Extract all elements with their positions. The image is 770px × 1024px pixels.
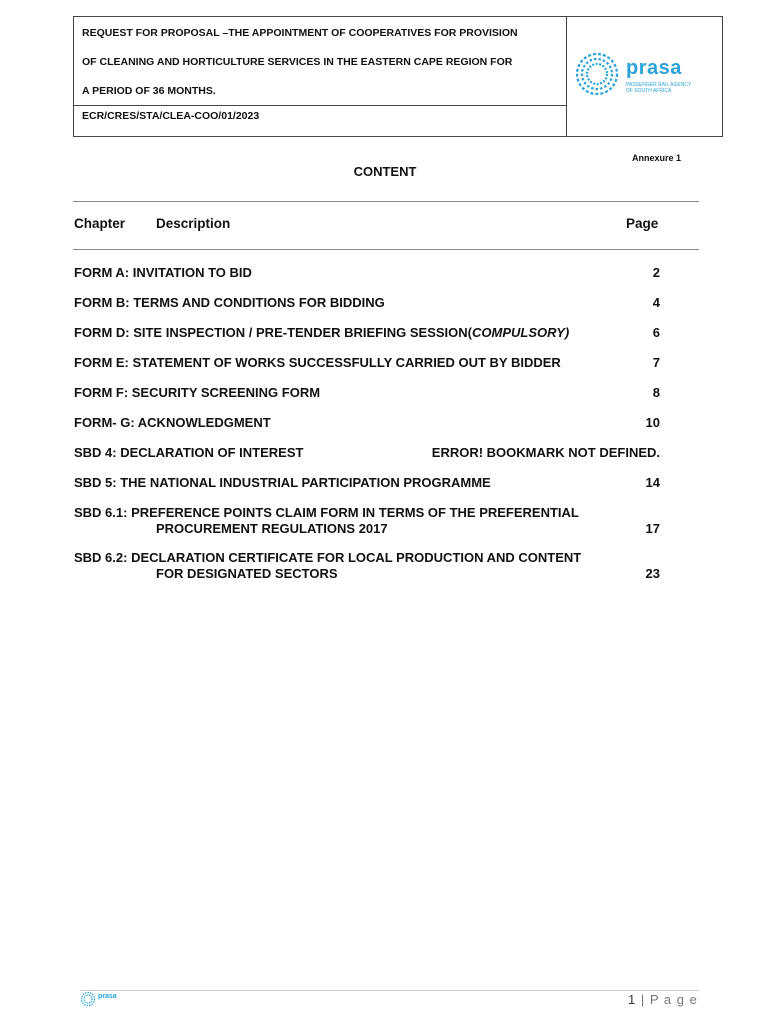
toc-entry-title: FORM B: TERMS AND CONDITIONS FOR BIDDING	[74, 295, 385, 310]
toc-entry-page-error: ERROR! BOOKMARK NOT DEFINED.	[431, 445, 660, 460]
footer-logo-wordmark: prasa	[98, 993, 117, 1000]
header-reference: ECR/CRES/STA/CLEA-COO/01/2023	[74, 106, 567, 136]
page-number	[628, 992, 698, 1007]
toc-entry-title-continued: PROCUREMENT REGULATIONS 2017	[156, 521, 388, 536]
page-number-value: 1	[628, 992, 637, 1007]
toc-entry-title: FORM F: SECURITY SCREENING FORM	[74, 385, 321, 400]
document-header	[73, 16, 723, 137]
header-title-line-1: REQUEST FOR PROPOSAL –THE APPOINTMENT OF COOPERATIVES FOR PROVISION	[82, 27, 518, 39]
header-rule-bottom	[73, 249, 699, 250]
content-title: CONTENT	[353, 164, 417, 179]
logo	[567, 17, 723, 136]
toc-entry-page: 14	[645, 475, 660, 490]
toc-entry-title: SBD 4: DECLARATION OF INTEREST	[74, 445, 304, 460]
toc-entry-title: FORM E: STATEMENT OF WORKS SUCCESSFULLY CARRIED OUT BY BIDDER	[74, 355, 561, 370]
header-title-line-3: A PERIOD OF 36 MONTHS.	[82, 85, 216, 97]
prasa-footer-logo-icon	[80, 991, 96, 1007]
toc-entry-title: SBD 6.1: PREFERENCE POINTS CLAIM FORM IN TERMS OF THE PREFERENTIAL	[74, 505, 579, 520]
toc-entry-title: FORM D: SITE INSPECTION / PRE-TENDER BRIEFING SESSION(COMPULSORY)	[74, 325, 570, 340]
toc-entry-page: 7	[652, 355, 660, 370]
footer-divider	[80, 990, 699, 991]
toc-entry-page: 2	[652, 265, 660, 280]
annexure-label: Annexure 1	[632, 153, 682, 163]
toc-entry-title-continued: FOR DESIGNATED SECTORS	[156, 566, 338, 581]
toc-entry-title: FORM A: INVITATION TO BID	[74, 265, 252, 280]
page-number-separator: |	[640, 992, 646, 1007]
page-word: P a g e	[649, 992, 698, 1007]
header-title	[74, 17, 567, 106]
logo-wordmark: prasa	[626, 57, 682, 79]
toc-entry-page: 4	[652, 295, 660, 310]
toc-entry-title: FORM- G: ACKNOWLEDGMENT	[74, 415, 271, 430]
toc-entry-page: 6	[652, 325, 660, 340]
toc-entry-title: SBD 6.2: DECLARATION CERTIFICATE FOR LOCAL PRODUCTION AND CONTENT	[74, 550, 582, 565]
column-description: Description	[156, 216, 231, 231]
column-chapter: Chapter	[74, 216, 126, 231]
logo-tagline: PASSENGER RAIL AGENCY OF SOUTH AFRICA	[626, 82, 692, 94]
toc-entry-page: 23	[645, 566, 660, 581]
header-title-line-2: OF CLEANING AND HORTICULTURE SERVICES IN THE EASTERN CAPE REGION FOR	[82, 56, 513, 68]
header-rule-top	[73, 201, 699, 202]
toc-entry-page: 10	[645, 415, 660, 430]
toc-entry-page: 8	[652, 385, 660, 400]
column-page: Page	[626, 216, 659, 231]
toc-entry-page: 17	[645, 521, 660, 536]
toc-entry-title-italic: COMPULSORY)	[471, 325, 570, 340]
prasa-swirl-logo-icon	[572, 49, 622, 99]
toc-entry-title: SBD 5: THE NATIONAL INDUSTRIAL PARTICIPATION PROGRAMME	[74, 475, 491, 490]
